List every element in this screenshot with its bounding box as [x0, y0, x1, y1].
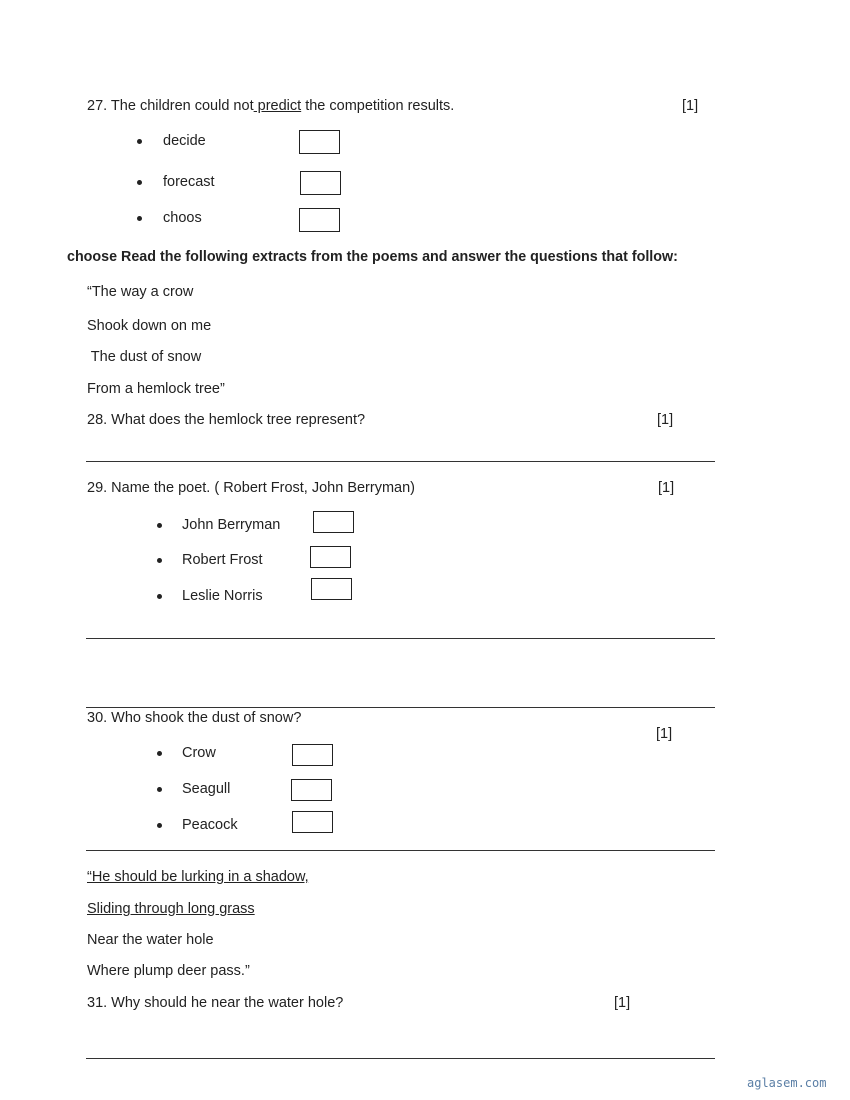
q29-option-2-checkbox[interactable]: [310, 546, 351, 568]
poem1-line-1: “The way a crow: [87, 284, 194, 300]
q27-option-3: choos: [163, 210, 202, 226]
poem2-line-2: Sliding through long grass: [87, 901, 255, 917]
q27-text-after: the competition results.: [301, 98, 455, 114]
bullet-icon: [157, 594, 162, 599]
q27-marks: [1]: [682, 98, 699, 114]
q27-option-1: decide: [163, 133, 206, 149]
q27-option-2-checkbox[interactable]: [300, 171, 341, 195]
q29-answer-line-2[interactable]: [86, 707, 715, 708]
poem1-line-2: Shook down on me: [87, 318, 212, 334]
poem2-line-4: Where plump deer pass.”: [87, 963, 250, 979]
bullet-icon: [137, 180, 142, 185]
q29-option-3: Leslie Norris: [182, 588, 263, 604]
q30-marks: [1]: [656, 726, 673, 742]
bullet-icon: [157, 558, 162, 563]
q27-option-2: forecast: [163, 174, 215, 190]
q29-option-3-checkbox[interactable]: [311, 578, 352, 600]
q31-answer-line[interactable]: [86, 1058, 715, 1059]
q31-marks: [1]: [614, 995, 631, 1011]
q30-option-2: Seagull: [182, 781, 231, 797]
q30-option-2-checkbox[interactable]: [291, 779, 332, 801]
q27-question: [87, 97, 454, 115]
q30-question: 30. Who shook the dust of snow?: [87, 710, 302, 726]
q29-option-1-checkbox[interactable]: [313, 511, 354, 533]
q29-marks: [1]: [658, 480, 675, 496]
poem1-line-4: From a hemlock tree”: [87, 381, 225, 397]
bullet-icon: [157, 523, 162, 528]
bullet-icon: [137, 139, 142, 144]
watermark-text: aglasem.com: [747, 1076, 827, 1090]
section-instruction: choose Read the following extracts from the poems and answer the questions that follow:: [67, 249, 678, 265]
q28-answer-line[interactable]: [86, 461, 715, 462]
q30-option-1: Crow: [182, 745, 216, 761]
q29-question: 29. Name the poet. ( Robert Frost, John Berryman): [87, 480, 415, 496]
q27-text-before: 27. The children could not: [87, 98, 254, 114]
q27-option-1-checkbox[interactable]: [299, 130, 340, 154]
q30-option-3-checkbox[interactable]: [292, 811, 333, 833]
bullet-icon: [137, 216, 142, 221]
q28-question: 28. What does the hemlock tree represent?: [87, 412, 366, 428]
q27-underlined-word: predict: [253, 98, 302, 114]
q30-answer-line[interactable]: [86, 850, 715, 851]
q30-option-1-checkbox[interactable]: [292, 744, 333, 766]
poem1-line-3: The dust of snow: [87, 349, 202, 365]
q29-option-1: John Berryman: [182, 517, 281, 533]
poem2-line-3: Near the water hole: [87, 932, 214, 948]
bullet-icon: [157, 787, 162, 792]
q30-option-3: Peacock: [182, 817, 238, 833]
bullet-icon: [157, 751, 162, 756]
q27-option-3-checkbox[interactable]: [299, 208, 340, 232]
bullet-icon: [157, 823, 162, 828]
q28-marks: [1]: [657, 412, 674, 428]
poem2-line-1: “He should be lurking in a shadow,: [87, 869, 309, 885]
q31-question: 31. Why should he near the water hole?: [87, 995, 344, 1011]
q29-option-2: Robert Frost: [182, 552, 263, 568]
q29-answer-line-1[interactable]: [86, 638, 715, 639]
